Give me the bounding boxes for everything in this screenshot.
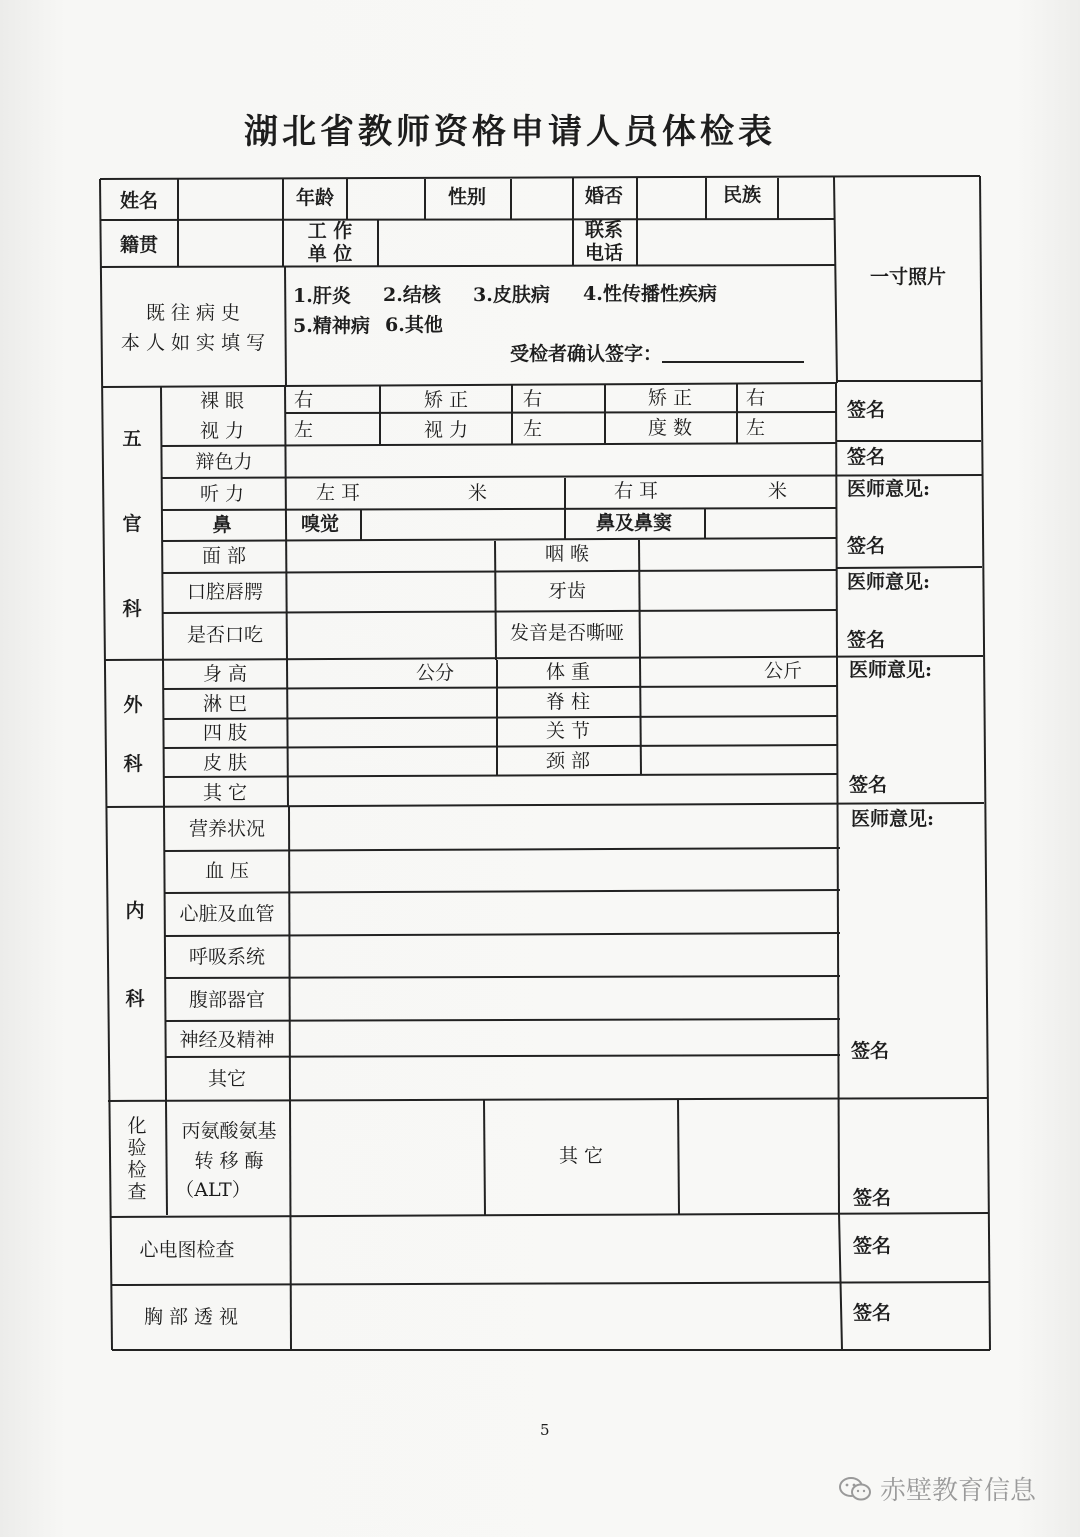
label-contact-2: 电话: [584, 242, 624, 264]
sign-label: 签名: [849, 774, 888, 796]
history-label-2: 本 人 如 实 填 写: [120, 332, 266, 354]
label-sinus: 鼻及鼻窦: [595, 512, 673, 534]
watermark-text: 赤壁教育信息: [880, 1476, 1037, 1506]
dept-internal-char: 科: [125, 988, 145, 1010]
label-hearing: 听 力: [199, 483, 245, 505]
label-nose: 鼻: [212, 514, 232, 536]
label-left: 左: [294, 419, 314, 441]
dept-surgery-char: 外: [123, 694, 143, 716]
dept-lab-char: 查: [127, 1181, 147, 1203]
internal-row-label: 神经及精神: [179, 1029, 275, 1051]
label-face: 面 部: [201, 545, 247, 567]
label-smell: 嗅觉: [301, 513, 340, 535]
internal-row-label: 心脏及血管: [179, 903, 275, 925]
label-ethnicity: 民族: [722, 184, 762, 206]
label-throat: 咽 喉: [544, 543, 590, 565]
label-neck: 颈 部: [545, 750, 591, 772]
confirm-signature-line: [662, 361, 804, 363]
sign-label: 签名: [847, 629, 886, 651]
label-correction-2: 度 数: [647, 417, 693, 439]
label-lab-other: 其 它: [558, 1145, 604, 1167]
label-marital: 婚否: [584, 185, 624, 207]
label-color-vision: 辩色力: [195, 451, 253, 473]
sign-label: 签名: [853, 1187, 892, 1209]
doctor-opinion-label: 医师意见:: [851, 808, 935, 830]
sign-label: 签名: [847, 535, 886, 557]
label-left: 左: [523, 418, 543, 440]
page-title: 湖北省教师资格申请人员体检表: [244, 112, 776, 152]
label-corrected-2: 视 力: [423, 419, 469, 441]
label-limbs: 四 肢: [202, 722, 248, 744]
label-joints: 关 节: [545, 720, 591, 742]
label-correction-1: 矫 正: [647, 387, 693, 409]
dept-facial-char: 官: [122, 513, 142, 535]
doctor-opinion-label: 医师意见:: [849, 659, 933, 681]
history-label-1: 既 往 病 史: [145, 302, 241, 324]
dept-facial-char: 五: [122, 428, 142, 450]
sign-label: 签名: [853, 1302, 892, 1324]
dept-internal-char: 内: [125, 900, 145, 922]
dept-facial-char: 科: [122, 598, 142, 620]
sign-label: 签名: [851, 1040, 890, 1062]
label-cm: 公分: [416, 662, 455, 684]
label-naked-eye-2: 视 力: [199, 420, 245, 442]
label-weight: 体 重: [545, 661, 591, 683]
label-work-unit-2: 单 位: [307, 243, 353, 265]
label-alt-2: 转 移 酶: [194, 1150, 264, 1172]
internal-row-label: 血 压: [204, 860, 250, 882]
label-age: 年龄: [295, 187, 335, 209]
history-item: 3.皮肤病: [473, 284, 550, 306]
label-ecg: 心电图检查: [139, 1239, 235, 1261]
history-item: 6.其他: [385, 314, 443, 336]
label-alt-3: （ALT）: [175, 1179, 251, 1201]
dept-lab-char: 化: [127, 1115, 147, 1137]
label-meter: 米: [468, 482, 488, 504]
label-mouth: 口腔唇腭: [186, 581, 264, 603]
page-number: 5: [540, 1421, 550, 1439]
confirm-signature-label: 受检者确认签字：: [510, 343, 663, 365]
label-corrected-1: 矫 正: [423, 389, 469, 411]
label-contact-1: 联系: [584, 219, 624, 241]
label-gender: 性别: [447, 186, 487, 208]
internal-row-label: 呼吸系统: [188, 946, 266, 968]
label-left: 左: [746, 417, 766, 439]
label-other: 其 它: [202, 782, 248, 804]
internal-row-label: 其它: [207, 1068, 247, 1090]
dept-lab-char: 检: [127, 1159, 147, 1181]
label-stutter: 是否口吃: [186, 624, 264, 646]
sign-label: 签名: [853, 1235, 892, 1257]
history-item: 1.肝炎: [293, 285, 351, 307]
doctor-opinion-label: 医师意见:: [847, 571, 931, 593]
photo-placeholder: 一寸照片: [869, 266, 947, 288]
history-item: 5.精神病: [293, 315, 370, 337]
label-height: 身 高: [202, 663, 248, 685]
history-item: 2.结核: [383, 284, 441, 306]
label-skin: 皮 肤: [202, 752, 248, 774]
label-hoarse: 发音是否嘶哑: [509, 622, 625, 644]
doctor-opinion-label: 医师意见:: [847, 478, 931, 500]
sign-label: 签名: [847, 399, 886, 421]
history-item: 4.性传播性疾病: [583, 283, 717, 305]
internal-row-label: 营养状况: [188, 818, 266, 840]
label-spine: 脊 柱: [545, 691, 591, 713]
label-right: 右: [294, 389, 314, 411]
label-teeth: 牙齿: [547, 580, 587, 602]
label-meter: 米: [768, 480, 788, 502]
dept-lab-char: 验: [127, 1137, 147, 1159]
label-right: 右: [523, 388, 543, 410]
label-right: 右: [746, 387, 766, 409]
wechat-icon: [838, 1476, 872, 1502]
label-work-unit-1: 工 作: [307, 220, 353, 242]
label-alt-1: 丙氨酸氨基: [181, 1120, 277, 1142]
label-naked-eye-1: 裸 眼: [199, 390, 245, 412]
label-chest: 胸 部 透 视: [143, 1306, 239, 1328]
watermark: [838, 1470, 1036, 1507]
label-lymph: 淋 巴: [202, 693, 248, 715]
label-kg: 公斤: [764, 660, 803, 682]
sign-label: 签名: [847, 446, 886, 468]
label-right-ear: 右 耳: [614, 480, 659, 502]
label-name: 姓名: [119, 190, 159, 212]
dept-surgery-char: 科: [123, 753, 143, 775]
label-left-ear: 左 耳: [316, 482, 361, 504]
label-native-place: 籍贯: [119, 234, 159, 256]
internal-row-label: 腹部器官: [188, 989, 266, 1011]
